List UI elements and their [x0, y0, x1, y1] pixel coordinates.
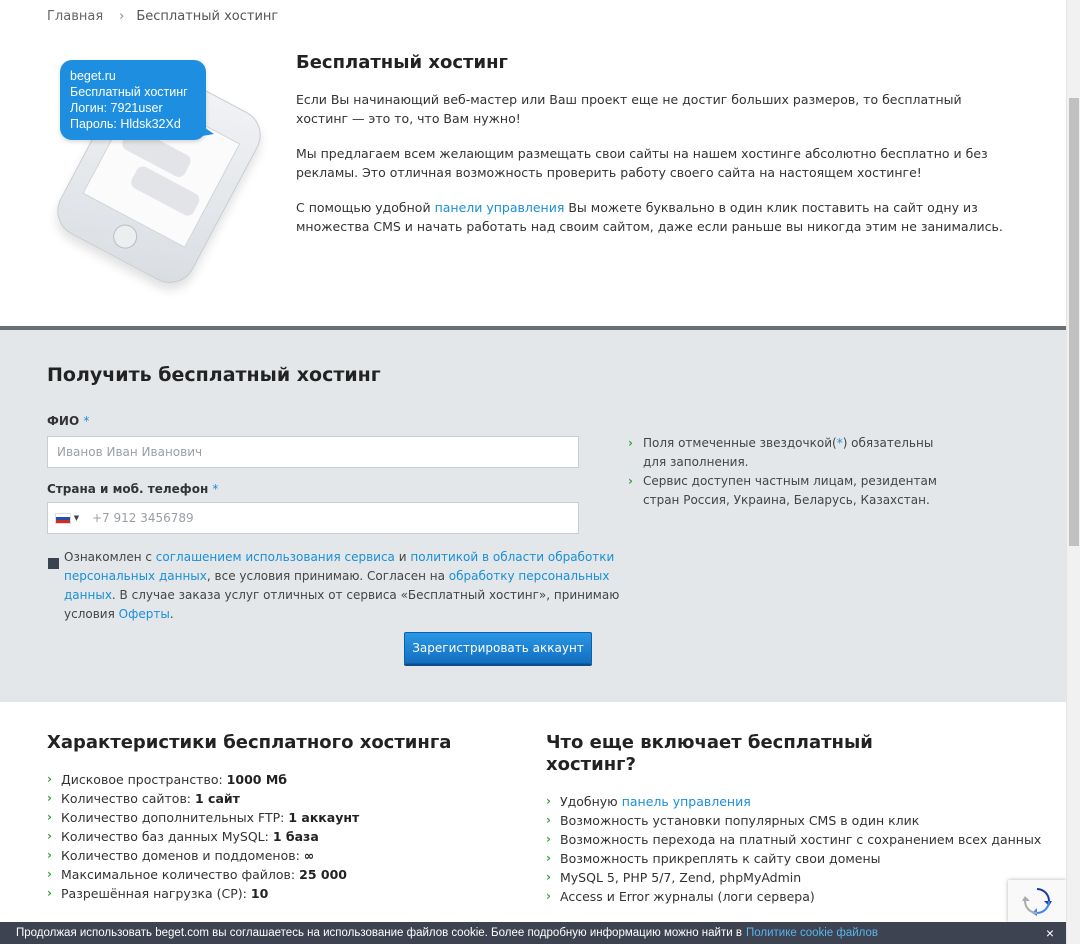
caret-down-icon: ▼: [73, 514, 80, 522]
spec-label: Разрешённая нагрузка (CP):: [61, 886, 251, 901]
include-item: [546, 849, 1041, 868]
include-item: [546, 830, 1041, 849]
page-scrollbar[interactable]: [1066, 0, 1080, 944]
chevron-right-icon: ›: [628, 474, 633, 488]
include-item: [546, 887, 1041, 906]
required-mark: *: [83, 414, 90, 428]
phone-message: [129, 164, 202, 218]
recaptcha-badge[interactable]: [1008, 880, 1066, 922]
specs-list: [47, 770, 359, 903]
includes-title-line: хостинг?: [546, 754, 636, 775]
form-title: Получить бесплатный хостинг: [47, 364, 381, 386]
spec-item: [47, 808, 359, 827]
note-item: [628, 434, 948, 472]
cookie-policy-link[interactable]: Политике cookie файлов: [745, 927, 879, 939]
agree-text: [64, 548, 624, 624]
russia-flag-icon: [55, 513, 71, 524]
include-text: MySQL 5, PHP 5/7, Zend, phpMyAdmin: [560, 870, 802, 885]
include-item: [546, 868, 1041, 887]
intro-text-span: С помощью удобной: [296, 200, 435, 215]
include-text: Возможность прикреплять к сайту свои домены: [560, 851, 881, 866]
chevron-right-icon: ›: [47, 810, 52, 824]
cookie-banner: [0, 922, 1066, 944]
fio-label-text: ФИО: [47, 414, 80, 428]
spec-item: [47, 884, 359, 903]
spec-label: Максимальное количество файлов:: [61, 867, 300, 882]
required-star: *: [836, 436, 843, 450]
chevron-right-icon: ›: [47, 772, 52, 786]
register-account-button[interactable]: Зарегистрировать аккаунт: [404, 632, 592, 664]
cookie-text: Продолжая использовать beget.com вы соглашаетесь на использование файлов cookie. Более подробную информацию можно найти в: [16, 927, 742, 939]
recaptcha-icon: [1022, 886, 1052, 916]
include-text: Удобную: [560, 794, 622, 809]
intro-text: [296, 90, 1016, 252]
note-text: Сервис доступен частным лицам, резидентам стран Россия, Украина, Беларусь, Казахстан.: [643, 474, 937, 507]
bubble-line: beget.ru: [70, 69, 116, 83]
form-notes: [628, 434, 948, 510]
offer-link[interactable]: Оферты: [118, 607, 170, 621]
spec-label: Дисковое пространство:: [61, 772, 227, 787]
chevron-right-icon: ›: [546, 889, 551, 903]
fio-placeholder: Иванов Иван Иванович: [57, 445, 203, 459]
spec-item: [47, 789, 359, 808]
include-item: [546, 811, 1041, 830]
agree-text-span: .: [169, 607, 174, 621]
intro-paragraph: [296, 198, 1016, 236]
spec-item: [47, 846, 359, 865]
chevron-right-icon: ›: [546, 870, 551, 884]
includes-title-line: Что еще включает бесплатный: [546, 732, 873, 753]
intro-paragraph: Мы предлагаем всем желающим размещать свои сайты на нашем хостинге абсолютно бесплатно и без рекламы. Это отличная возможность проверить работу своего сайта на настоящем хостинге!: [296, 146, 988, 180]
chevron-right-icon: ›: [47, 848, 52, 862]
include-text: Возможность перехода на платный хостинг с сохранением всех данных: [560, 832, 1042, 847]
spec-label: Количество сайтов:: [61, 791, 195, 806]
fio-input[interactable]: [47, 436, 579, 468]
chevron-right-icon: ›: [546, 851, 551, 865]
control-panel-link[interactable]: панель управления: [621, 794, 751, 809]
chevron-right-icon: ›: [47, 791, 52, 805]
chevron-right-icon: ›: [546, 832, 551, 846]
intro-text-span: Вы можете буквально в один клик поставить на сайт одну из множества CMS и начать работать над своим сайтом, даже если раньше вы никогда этим не занимались.: [296, 200, 1003, 234]
data-processing-link[interactable]: обработку персональных данных: [64, 569, 610, 602]
chevron-right-icon: ›: [47, 867, 52, 881]
spec-value: 1000 Мб: [226, 772, 287, 787]
note-item: [628, 472, 948, 510]
chevron-right-icon: ›: [628, 436, 633, 450]
spec-value: 25 000: [299, 867, 347, 882]
includes-list: [546, 792, 1041, 906]
chevron-right-icon: ›: [546, 794, 551, 808]
includes-title: [546, 732, 873, 776]
agree-text-span: . В случае заказа услуг отличных от сервиса «Бесплатный хостинг», принимаю условия: [64, 588, 620, 621]
fio-label: [47, 414, 89, 428]
chevron-right-icon: ›: [47, 829, 52, 843]
spec-label: Количество доменов и поддоменов:: [61, 848, 304, 863]
phone-home-button: [109, 220, 141, 252]
specs-title: Характеристики бесплатного хостинга: [47, 732, 452, 753]
include-text: Access и Error журналы (логи сервера): [560, 889, 815, 904]
agree-text-span: и: [394, 550, 411, 564]
spec-item: [47, 770, 359, 789]
phone-placeholder: +7 912 3456789: [92, 511, 194, 525]
breadcrumb: [47, 9, 278, 24]
phone-input[interactable]: [47, 502, 579, 534]
chevron-right-icon: ›: [546, 813, 551, 827]
agree-checkbox[interactable]: [48, 558, 59, 569]
spec-label: Количество дополнительных FTP:: [61, 810, 289, 825]
spec-value: 1 база: [272, 829, 319, 844]
control-panel-link[interactable]: панели управления: [434, 200, 565, 215]
note-text: Поля отмеченные звездочкой(: [643, 436, 837, 450]
privacy-policy-link[interactable]: политикой в области обработки персональных данных: [64, 550, 615, 583]
breadcrumb-current: Бесплатный хостинг: [136, 9, 279, 24]
page-title: Бесплатный хостинг: [296, 52, 508, 73]
include-text: Возможность установки популярных CMS в один клик: [560, 813, 920, 828]
spec-value: 1 аккаунт: [288, 810, 360, 825]
service-agreement-link[interactable]: соглашением использования сервиса: [155, 550, 395, 564]
include-item: [546, 792, 1041, 811]
close-icon[interactable]: ×: [1045, 925, 1054, 941]
scrollbar-thumb[interactable]: [1069, 98, 1079, 546]
note-text: ) обязательны для заполнения.: [643, 436, 934, 469]
bubble-line: Логин: 7921user: [70, 101, 163, 115]
country-select[interactable]: [48, 503, 86, 533]
spec-item: [47, 865, 359, 884]
intro-paragraph: Если Вы начинающий веб-мастер или Ваш проект еще не достиг больших размеров, то бесплатный хостинг — это то, что Вам нужно!: [296, 92, 962, 126]
breadcrumb-home-link[interactable]: Главная: [47, 9, 104, 24]
agree-text-span: Ознакомлен с: [64, 550, 156, 564]
spec-value: 1 сайт: [195, 791, 240, 806]
spec-value: 10: [250, 886, 269, 901]
bubble-line: Пароль: Hldsk32Xd: [70, 117, 181, 131]
chevron-right-icon: ›: [119, 9, 125, 24]
spec-label: Количество баз данных MySQL:: [61, 829, 273, 844]
phone-illustration: [56, 56, 276, 266]
spec-value: ∞: [303, 848, 315, 863]
bubble-line: Бесплатный хостинг: [70, 85, 188, 99]
credentials-bubble: [60, 60, 206, 140]
registration-form-section: [0, 326, 1066, 702]
required-mark: *: [212, 482, 219, 496]
phone-label-text: Страна и моб. телефон: [47, 482, 209, 496]
chevron-right-icon: ›: [47, 886, 52, 900]
agree-text-span: , все условия принимаю. Согласен на: [206, 569, 449, 583]
spec-item: [47, 827, 359, 846]
phone-label: [47, 482, 218, 496]
